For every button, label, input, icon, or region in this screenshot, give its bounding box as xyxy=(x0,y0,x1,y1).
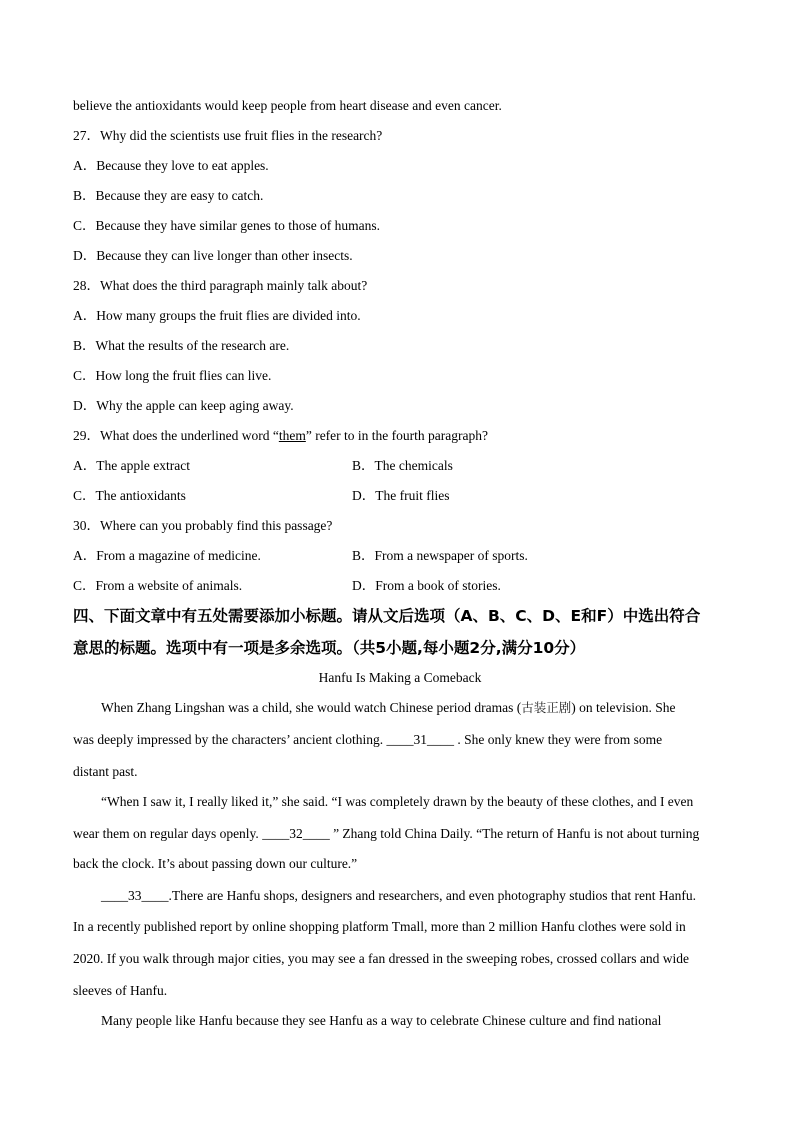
blank-32: ____32____ xyxy=(262,826,330,841)
question-30-stem: 30．Where can you probably find this passage? xyxy=(73,518,333,533)
question-27-option-c: C．Because they have similar genes to those of humans. xyxy=(73,218,381,233)
blank-31: ____31____ xyxy=(386,732,455,747)
question-29-stem-after: ” refer to in the fourth paragraph? xyxy=(305,428,488,443)
blank-33: ____33____ xyxy=(101,888,169,903)
paragraph-1-text-a: When Zhang Lingshan was a child, she would watch Chinese period dramas ( xyxy=(101,700,522,715)
question-29-option-a: A．The apple extract xyxy=(73,458,190,473)
paragraph-2-text-c: ” Zhang told China Daily. “The return of Hanfu is not about turning xyxy=(329,826,700,841)
section-heading-line-1: 四、下面文章中有五处需要添加小标题。请从文后选项（A、B、C、D、E和F）中选出符合 xyxy=(73,607,701,625)
question-27-option-a: A．Because they love to eat apples. xyxy=(73,158,269,173)
question-30-option-c: C．From a website of animals. xyxy=(73,578,243,593)
question-30-option-d: D．From a book of stories. xyxy=(352,578,501,593)
question-29-stem-before: 29．What does the underlined word “ xyxy=(73,428,279,443)
paragraph-3-line-2: In a recently published report by online shopping platform Tmall, more than 2 million Hanfu clothes were sold in xyxy=(73,919,686,934)
paragraph-2-line-1: “When I saw it, I really liked it,” she said. “I was completely drawn by the beauty of these clothes, and I even xyxy=(101,794,694,809)
question-27-option-b: B．Because they are easy to catch. xyxy=(73,188,264,203)
question-28-option-d: D．Why the apple can keep aging away. xyxy=(73,398,294,413)
paragraph-3-line-4: sleeves of Hanfu. xyxy=(73,983,168,998)
passage-title: Hanfu Is Making a Comeback xyxy=(318,670,482,685)
question-28-option-c: C．How long the fruit flies can live. xyxy=(73,368,272,383)
paragraph-3-line-1 xyxy=(73,886,761,906)
question-27-stem: 27．Why did the scientists use fruit flies in the research? xyxy=(73,128,383,143)
question-29-option-b: B．The chemicals xyxy=(352,458,453,473)
question-28-stem: 28．What does the third paragraph mainly talk about? xyxy=(73,278,368,293)
question-29-option-c: C．The antioxidants xyxy=(73,488,186,503)
section-heading-line-2: 意思的标题。选项中有一项是多余选项。（共5小题,每小题2分,满分10分） xyxy=(73,639,586,657)
paragraph-4-line-1: Many people like Hanfu because they see Hanfu as a way to celebrate Chinese culture and find national xyxy=(101,1013,662,1028)
question-29-option-d: D．The fruit flies xyxy=(352,488,450,503)
chinese-term: 古装正剧 xyxy=(521,700,572,715)
underlined-word: them xyxy=(278,428,306,443)
paragraph-2-line-2 xyxy=(73,824,733,844)
paragraph-1-text-d: . She only knew they were from some xyxy=(454,732,663,747)
paragraph-1-text-c: was deeply impressed by the characters’ ancient clothing. xyxy=(73,732,387,747)
question-29-stem xyxy=(73,426,488,446)
paragraph-3-text-a: .There are Hanfu shops, designers and researchers, and even photography studios that rent Hanfu. xyxy=(168,888,696,903)
paragraph-3-line-3: 2020. If you walk through major cities, you may see a fan dressed in the sweeping robes, crossed collars and wide xyxy=(73,951,689,966)
paragraph-1-line-3: distant past. xyxy=(73,764,138,779)
paragraph-1-line-1 xyxy=(73,698,761,718)
paragraph-1-text-b: ) on television. She xyxy=(571,700,676,715)
question-30-option-b: B．From a newspaper of sports. xyxy=(352,548,528,563)
question-28-option-a: A．How many groups the fruit flies are divided into. xyxy=(73,308,361,323)
paragraph-2-line-3: back the clock. It’s about passing down our culture.” xyxy=(73,856,358,871)
paragraph-1-line-2 xyxy=(73,730,733,750)
question-27-option-d: D．Because they can live longer than other insects. xyxy=(73,248,353,263)
paragraph-2-text-b: wear them on regular days openly. xyxy=(73,826,263,841)
intro-tail: believe the antioxidants would keep people from heart disease and even cancer. xyxy=(73,98,502,113)
question-30-option-a: A．From a magazine of medicine. xyxy=(73,548,261,563)
question-28-option-b: B．What the results of the research are. xyxy=(73,338,290,353)
